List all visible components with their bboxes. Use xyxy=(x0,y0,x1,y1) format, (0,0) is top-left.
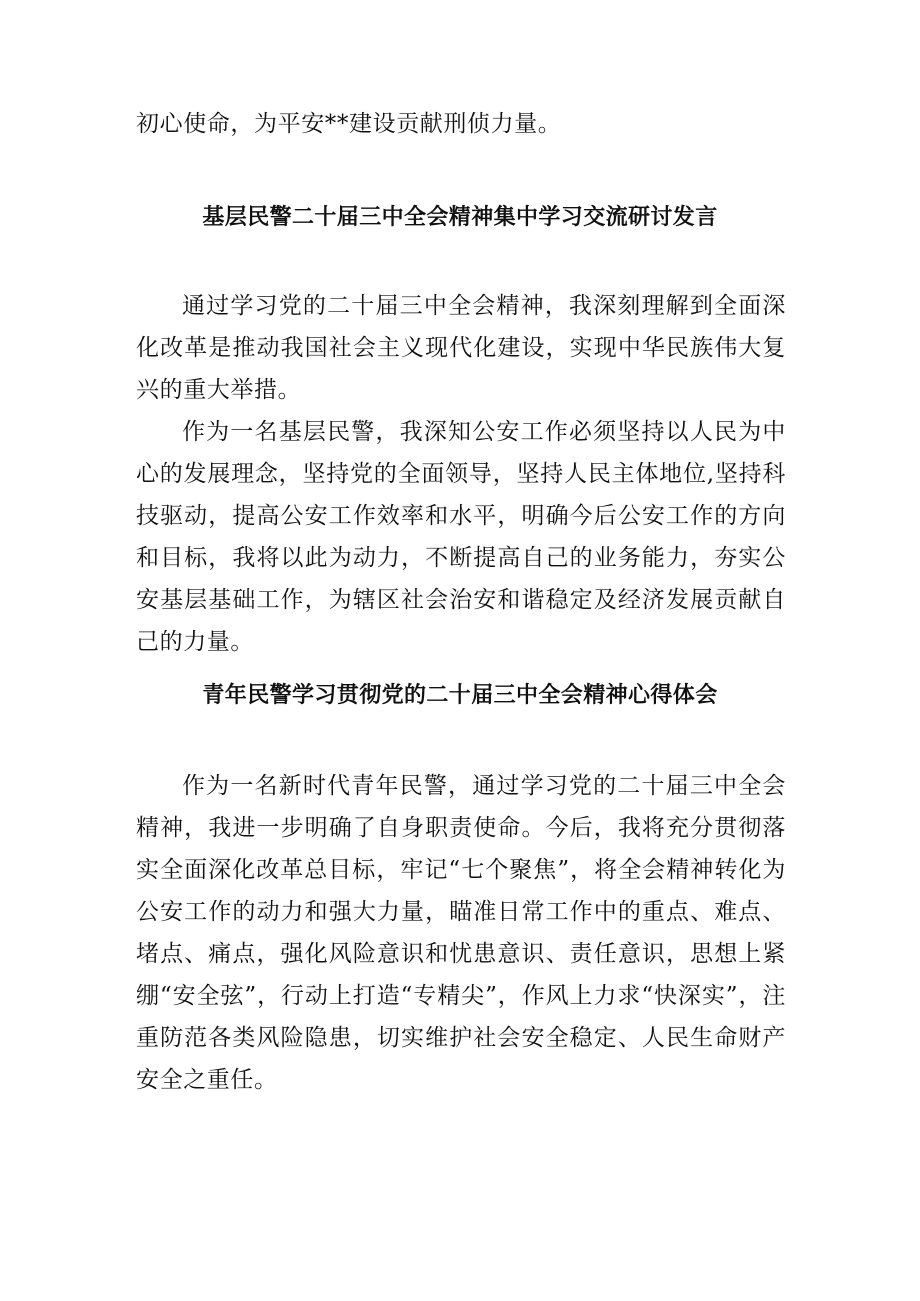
section-title: 基层民警二十届三中全会精神集中学习交流研讨发言 xyxy=(202,205,718,230)
paragraph: 通过学习党的二十届三中全会精神，我深刻理解到全面深化改革是推动我国社会主义现代化建设，实现中华民族伟大复兴的重大举措。 xyxy=(136,293,786,403)
section-body xyxy=(136,765,786,1101)
section-title: 青年民警学习贯彻党的二十届三中全会精神心得体会 xyxy=(202,683,718,708)
paragraph: 作为一名新时代青年民警，通过学习党的二十届三中全会精神，我进一步明确了自身职责使命。今后，我将充分贯彻落实全面深化改革总目标，牢记“七个聚焦”，将全会精神转化为公安工作的动力和强大力量，瞄准日常工作中的重点、难点、堵点、痛点，强化风险意识和忧患意识、责任意识，思想上紧绷“安全弦”，行动上打造“专精尖”，作风上力求“快深实”，注重防范各类风险隐患，切实维护社会安全稳定、人民生命财产安全之重任。 xyxy=(136,773,786,1093)
paragraph: 作为一名基层民警，我深知公安工作必须坚持以人民为中心的发展理念，坚持党的全面领导，坚持人民主体地位,坚持科技驱动，提高公安工作效率和水平，明确今后公安工作的方向和目标，我将以此为动力，不断提高自己的业务能力，夯实公安基层基础工作，为辖区社会治安和谐稳定及经济发展贡献自己的力量。 xyxy=(136,419,786,655)
continuation-text: 初心使命，为平安**建设贡献刑侦力量。 xyxy=(136,111,562,137)
section-body xyxy=(136,285,786,663)
